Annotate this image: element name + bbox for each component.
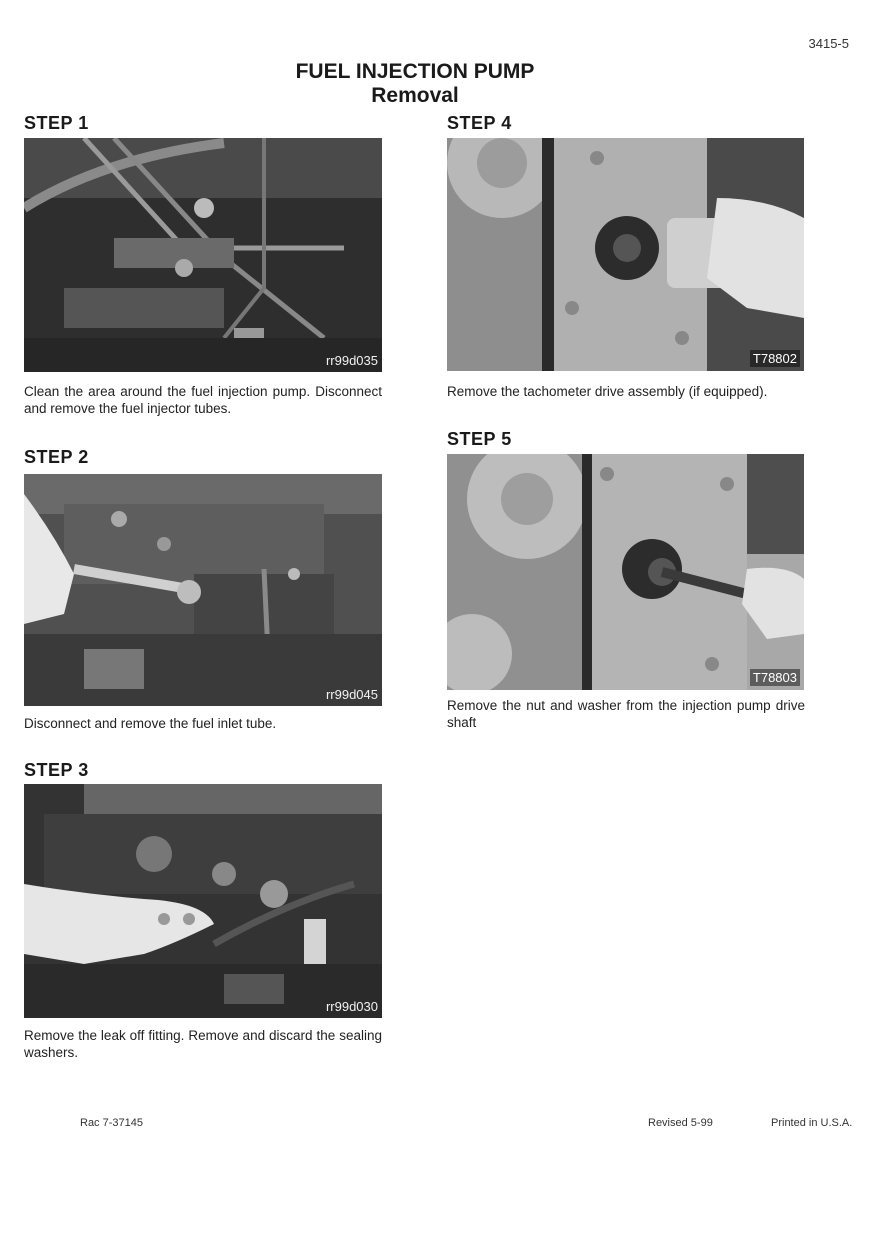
step-2-caption: Disconnect and remove the fuel inlet tube. <box>24 716 277 731</box>
step-3-photo <box>24 784 382 1018</box>
step-5-photo <box>447 454 804 690</box>
step-4-photo <box>447 138 804 371</box>
step-5-heading: STEP 5 <box>447 429 512 449</box>
step-5-photo-label: T78803 <box>750 669 800 686</box>
step-3-heading: STEP 3 <box>24 760 89 780</box>
page-title: FUEL INJECTION PUMP <box>295 60 535 83</box>
step-3-caption: Remove the leak off fitting. Remove and discard the sealing washers. <box>24 1028 382 1060</box>
page-number: 3415-5 <box>808 36 849 51</box>
footer-doc-number: Rac 7-37145 <box>80 1117 143 1129</box>
step-1-photo-label: rr99d035 <box>325 353 378 368</box>
step-3-photo-label: rr99d030 <box>325 999 378 1014</box>
step-4-heading: STEP 4 <box>447 113 512 133</box>
step-2-photo <box>24 474 382 706</box>
step-4-photo-label: T78802 <box>750 350 800 367</box>
step-1-heading: STEP 1 <box>24 113 89 133</box>
step-1-photo <box>24 138 382 372</box>
step-4-caption: Remove the tachometer drive assembly (if equipped). <box>447 384 768 399</box>
footer-revised: Revised 5-99 <box>648 1117 713 1129</box>
page-subtitle: Removal <box>371 84 459 107</box>
step-2-photo-label: rr99d045 <box>325 687 378 702</box>
step-2-heading: STEP 2 <box>24 447 89 467</box>
step-1-caption: Clean the area around the fuel injection pump. Disconnect and remove the fuel injector tubes. <box>24 384 382 416</box>
step-5-caption: Remove the nut and washer from the injection pump drive shaft <box>447 698 805 730</box>
footer-printed: Printed in U.S.A. <box>771 1117 853 1129</box>
